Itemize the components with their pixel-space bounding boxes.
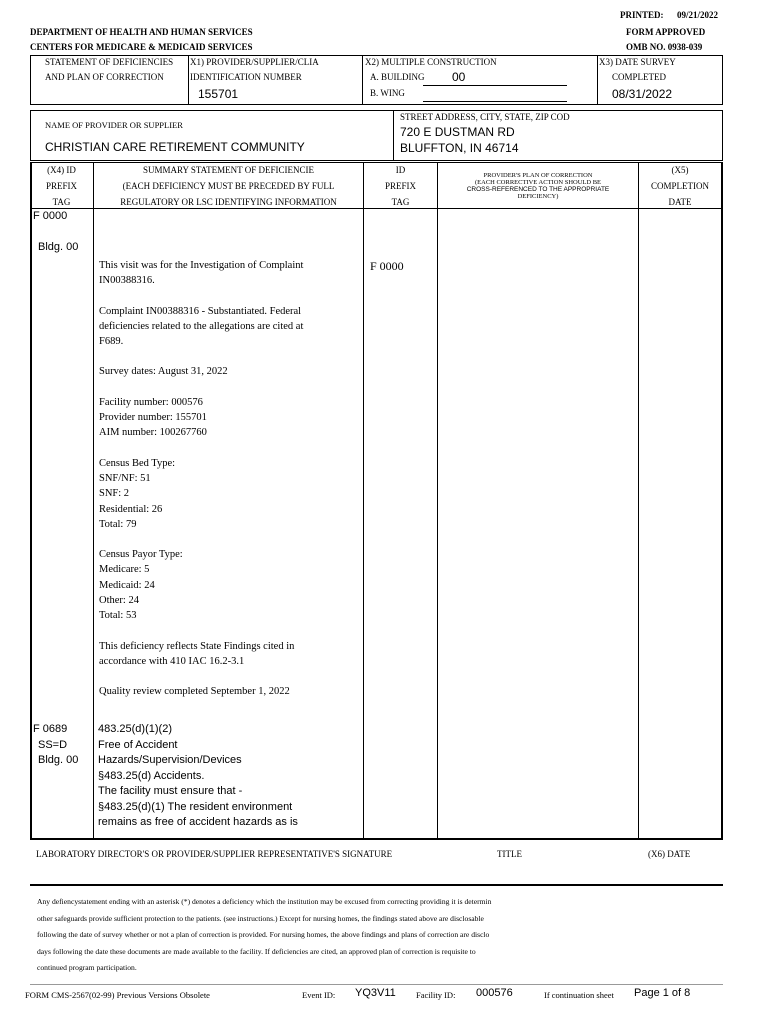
col-divider-3	[437, 162, 438, 838]
summary-header-line2: (EACH DEFICIENCY MUST BE PRECEDED BY FULL	[122, 181, 335, 191]
x1-label-line1: X1) PROVIDER/SUPPLIER/CLIA	[190, 57, 319, 67]
q-line5: The facility must ensure that -	[98, 785, 243, 797]
wing-underline	[423, 101, 567, 102]
entry2-statement	[98, 722, 298, 831]
building-label: A. BUILDING	[370, 72, 425, 82]
p6-line2: Medicare: 5	[99, 564, 150, 576]
x3-label-line1: X3) DATE SURVEY	[599, 57, 676, 67]
disclaimer	[37, 894, 491, 977]
p2-line1: Complaint IN00388316 - Substantiated. Federal	[99, 305, 302, 317]
id-header-line3: TAG	[391, 197, 410, 207]
box1-top-border	[30, 55, 723, 56]
x5-header-line1: (X5)	[671, 165, 689, 175]
p1-line1: This visit was for the Investigation of Complaint	[99, 260, 304, 271]
q-line7: remains as free of accident hazards as is	[98, 816, 298, 828]
table-right-border	[721, 162, 723, 838]
disclaimer-line5: continued program participation.	[37, 963, 137, 972]
q-line6: §483.25(d)(1) The resident environment	[98, 800, 293, 813]
x2-label: X2) MULTIPLE CONSTRUCTION	[365, 57, 497, 67]
p6-line5: Total: 53	[99, 610, 137, 622]
statement-label-line2: AND PLAN OF CORRECTION	[45, 72, 164, 82]
disclaimer-line4: days following the date these documents are made available to the facility. If deficiencies are cited, an approved plan of correction is requisite to	[37, 946, 476, 956]
p2-line3: F689.	[99, 336, 124, 348]
statement-label-line1: STATEMENT OF DEFICIENCIES	[45, 57, 174, 67]
col-divider-4	[638, 162, 639, 838]
box1-left-border	[30, 55, 31, 105]
box1-right-border	[722, 55, 723, 105]
facility-id-label: Facility ID:	[416, 990, 456, 1000]
plan-header-line1: PROVIDER'S PLAN OF CORRECTION	[483, 172, 593, 179]
x3-label-line2: COMPLETED	[612, 72, 666, 82]
x4-header-line2: PREFIX	[45, 181, 77, 191]
q-line2: Free of Accident	[98, 738, 178, 751]
p2-line2: deficiencies related to the allegations are cited at	[99, 320, 304, 332]
p5-line2: SNF/NF: 51	[99, 472, 151, 484]
address-label: STREET ADDRESS, CITY, STATE, ZIP COD	[400, 112, 570, 122]
id-header-line2: PREFIX	[384, 181, 416, 191]
printed-label: PRINTED:	[620, 10, 664, 20]
x1-label-line2: IDENTIFICATION NUMBER	[190, 72, 302, 82]
box1-divider-2	[362, 55, 363, 105]
p4-line3: AIM number: 100267760	[99, 427, 207, 439]
address-line2: BLUFFTON, IN 46714	[400, 141, 519, 155]
entry2-tag-block	[33, 722, 78, 769]
omb-number: OMB NO. 0938-039	[626, 42, 703, 52]
table-left-border	[30, 162, 32, 838]
signature-bottom-border	[30, 884, 723, 886]
event-id-label: Event ID:	[302, 990, 336, 1000]
x6-date-label: (X6) DATE	[648, 849, 691, 859]
p6-line3: Medicaid: 24	[99, 579, 155, 591]
entry2-severity: SS=D	[38, 738, 68, 751]
entry2-bldg: Bldg. 00	[38, 754, 79, 766]
p8-line1: Quality review completed September 1, 2022	[99, 686, 290, 698]
continuation-label: If continuation sheet	[544, 990, 614, 1000]
p1-line2: IN00388316.	[99, 275, 155, 287]
p4-line1: Facility number: 000576	[99, 396, 203, 408]
provider-name-label: NAME OF PROVIDER OR SUPPLIER	[45, 120, 183, 130]
p5-line1: Census Bed Type:	[99, 457, 176, 469]
plan-header-line4: DEFICIENCY)	[517, 193, 559, 200]
box2-top-border	[30, 110, 723, 111]
title-label: TITLE	[497, 849, 522, 859]
summary-header-line3: REGULATORY OR LSC IDENTIFYING INFORMATION	[120, 197, 337, 207]
q-line4: §483.25(d) Accidents.	[98, 769, 205, 782]
x5-header-line3: DATE	[668, 197, 692, 207]
p6-line4: Other: 24	[99, 595, 139, 607]
box1-divider-3	[597, 55, 598, 105]
x4-header-line1: (X4) ID	[47, 165, 76, 175]
entry1-statement	[99, 258, 303, 715]
p6-line1: Census Payor Type:	[99, 549, 183, 561]
q-line1: 483.25(d)(1)(2)	[98, 723, 172, 735]
col-divider-1	[93, 162, 94, 838]
p5-line3: SNF: 2	[99, 488, 130, 500]
footer-form: FORM CMS-2567(02-99) Previous Versions Obsolete	[25, 990, 210, 1000]
signature-label: LABORATORY DIRECTOR'S OR PROVIDER/SUPPLIER REPRESENTATIVE'S SIGNATURE	[36, 849, 393, 859]
box1-bottom-border	[30, 104, 723, 105]
signature-top-border	[30, 838, 723, 840]
disclaimer-line3: following the date of survey whether or not a plan of correction is provided. For nursing homes, the above findings and plans of correction are disclo	[37, 930, 490, 939]
event-id-value: YQ3V11	[355, 987, 396, 999]
box2-bottom-border	[30, 160, 723, 161]
building-value: 00	[452, 70, 466, 84]
disclaimer-line1: Any defiencystatement ending with an asterisk (*) denotes a deficiency which the institution may be excused from correcting providing it is determin	[37, 897, 492, 906]
provider-name-value: CHRISTIAN CARE RETIREMENT COMMUNITY	[45, 140, 305, 154]
summary-header-line1: SUMMARY STATEMENT OF DEFICIENCIE	[142, 165, 315, 175]
x4-header-line3: TAG	[52, 197, 71, 207]
department-name: DEPARTMENT OF HEALTH AND HUMAN SERVICES	[30, 27, 253, 37]
table-header-bottom-border	[30, 208, 723, 209]
entry1-tag: F 0000	[33, 210, 68, 222]
p7-line2: accordance with 410 IAC 16.2-3.1	[99, 655, 245, 667]
box2-divider	[393, 110, 394, 161]
building-underline	[423, 85, 567, 86]
q-line3: Hazards/Supervision/Devices	[98, 754, 242, 766]
centers-name: CENTERS FOR MEDICARE & MEDICAID SERVICES	[30, 42, 253, 52]
p5-line5: Total: 79	[99, 518, 137, 530]
wing-label: B. WING	[370, 88, 405, 98]
p7-line1: This deficiency reflects State Findings cited in	[99, 640, 295, 652]
box2-right-border	[722, 110, 723, 161]
disclaimer-line2: other safeguards provide sufficient protection to the patients. (see instructions.) Except for nursing homes, the findings stated above are disclosable	[37, 913, 484, 923]
entry2-tag: F 0689	[33, 723, 68, 735]
facility-id-value: 000576	[476, 987, 513, 999]
x5-header-line2: COMPLETION	[651, 181, 709, 191]
entry1-right-tag: F 0000	[370, 259, 404, 273]
footer-rule	[30, 984, 723, 985]
page-number: Page 1 of 8	[634, 987, 691, 999]
col-divider-2	[363, 162, 364, 838]
p3-line1: Survey dates: August 31, 2022	[99, 366, 228, 378]
p5-line4: Residential: 26	[99, 503, 163, 515]
plan-header-line3: CROSS-REFERENCED TO THE APPROPRIATE	[466, 186, 610, 193]
provider-id-value: 155701	[198, 87, 239, 101]
form-approved: FORM APPROVED	[626, 27, 706, 37]
box2-left-border	[30, 110, 31, 161]
box1-divider-1	[188, 55, 189, 105]
survey-date-value: 08/31/2022	[612, 87, 673, 101]
table-top-border	[30, 162, 723, 163]
id-header-line1: ID	[395, 165, 406, 175]
plan-header-line2: (EACH CORRECTIVE ACTION SHOULD BE	[474, 179, 602, 186]
address-line1: 720 E DUSTMAN RD	[400, 125, 515, 139]
entry1-bldg: Bldg. 00	[38, 241, 79, 253]
p4-line2: Provider number: 155701	[99, 412, 207, 424]
plan-header	[438, 172, 638, 200]
printed-date: 09/21/2022	[677, 10, 719, 20]
